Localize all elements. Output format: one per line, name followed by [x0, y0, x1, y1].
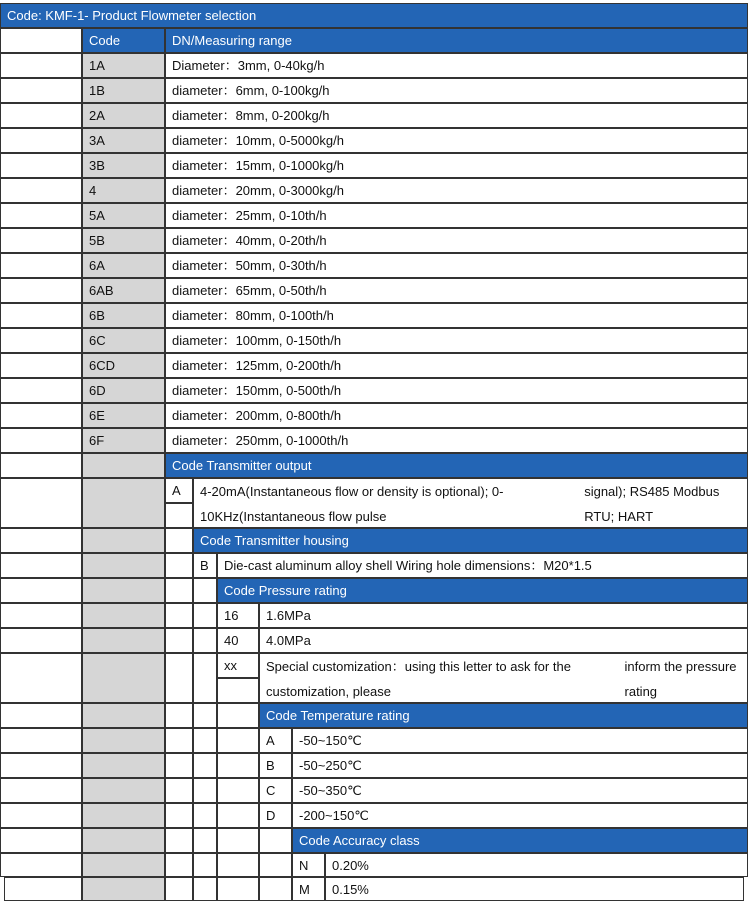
dn-code-cell: 3A — [82, 128, 165, 153]
blank-cell — [0, 828, 82, 853]
blank-cell — [0, 78, 82, 103]
blank-cell — [0, 753, 82, 778]
dn-range-cell: diameter：150mm, 0-500th/h — [165, 378, 748, 403]
blank-cell — [165, 528, 193, 553]
dn-code-cell: 6CD — [82, 353, 165, 378]
transmitter-output-value — [193, 478, 748, 528]
transmitter-housing-value: Die-cast aluminum alloy shell Wiring hole dimensions：M20*1.5 — [217, 553, 748, 578]
blank-cell — [82, 778, 165, 803]
blank-cell — [217, 678, 259, 703]
blank-cell — [165, 778, 193, 803]
blank-cell — [0, 178, 82, 203]
blank-cell — [165, 803, 193, 828]
accuracy-code-cell: N — [292, 853, 325, 877]
table-title: Code: KMF-1- Product Flowmeter selection — [0, 3, 748, 28]
blank-cell — [82, 578, 165, 603]
blank-cell — [217, 877, 259, 901]
blank-cell — [82, 828, 165, 853]
blank-cell — [165, 853, 193, 877]
dn-code-cell: 6B — [82, 303, 165, 328]
pressure-custom-value — [259, 653, 748, 703]
temperature-code-cell: A — [259, 728, 292, 753]
transmitter-output-code: A — [165, 478, 193, 503]
blank-cell — [217, 703, 259, 728]
temperature-value-cell: -50~350℃ — [292, 778, 748, 803]
blank-cell — [259, 828, 292, 853]
blank-cell — [165, 653, 193, 703]
blank-cell — [193, 578, 217, 603]
blank-cell — [0, 403, 82, 428]
blank-cell — [0, 128, 82, 153]
blank-cell — [0, 653, 82, 703]
dn-code-cell: 6C — [82, 328, 165, 353]
blank-cell — [193, 728, 217, 753]
blank-cell — [165, 828, 193, 853]
blank-cell — [193, 853, 217, 877]
range-column-header: DN/Measuring range — [165, 28, 748, 53]
blank-cell — [0, 703, 82, 728]
dn-range-cell: diameter：200mm, 0-800th/h — [165, 403, 748, 428]
transmitter-output-line2: signal); RS485 Modbus RTU; HART — [584, 484, 720, 524]
blank-cell — [0, 778, 82, 803]
blank-cell — [0, 528, 82, 553]
accuracy-code-cell: M — [292, 877, 325, 901]
dn-range-cell: diameter：250mm, 0-1000th/h — [165, 428, 748, 453]
blank-cell — [0, 53, 82, 78]
pressure-value-cell: 1.6MPa — [259, 603, 748, 628]
blank-cell — [0, 203, 82, 228]
blank-cell — [82, 553, 165, 578]
blank-cell — [217, 753, 259, 778]
blank-cell — [165, 628, 193, 653]
dn-range-cell: diameter：125mm, 0-200th/h — [165, 353, 748, 378]
blank-cell — [0, 278, 82, 303]
blank-cell — [0, 303, 82, 328]
dn-code-cell: 6A — [82, 253, 165, 278]
blank-cell — [0, 353, 82, 378]
blank-cell — [165, 503, 193, 528]
temperature-code-cell: C — [259, 778, 292, 803]
blank-cell — [0, 553, 82, 578]
blank-cell — [259, 853, 292, 877]
dn-code-cell: 6AB — [82, 278, 165, 303]
dn-code-cell: 6D — [82, 378, 165, 403]
dn-range-cell: diameter：8mm, 0-200kg/h — [165, 103, 748, 128]
accuracy-value-cell: 0.15% — [325, 877, 744, 901]
blank-cell — [82, 528, 165, 553]
temperature-rating-header: Code Temperature rating — [259, 703, 748, 728]
blank-cell — [0, 153, 82, 178]
dn-code-cell: 6F — [82, 428, 165, 453]
blank-cell — [193, 828, 217, 853]
dn-code-cell: 4 — [82, 178, 165, 203]
blank-cell — [82, 653, 165, 703]
blank-cell — [193, 603, 217, 628]
blank-cell — [82, 603, 165, 628]
dn-code-cell: 6E — [82, 403, 165, 428]
dn-range-cell: diameter：6mm, 0-100kg/h — [165, 78, 748, 103]
blank-cell — [0, 853, 82, 877]
dn-range-cell: diameter：50mm, 0-30th/h — [165, 253, 748, 278]
blank-cell — [0, 628, 82, 653]
transmitter-housing-code: B — [193, 553, 217, 578]
blank-cell — [0, 253, 82, 278]
blank-cell — [0, 478, 82, 528]
dn-range-cell: diameter：80mm, 0-100th/h — [165, 303, 748, 328]
blank-cell — [82, 628, 165, 653]
blank-cell — [193, 653, 217, 703]
blank-cell — [193, 803, 217, 828]
pressure-code-cell: 40 — [217, 628, 259, 653]
dn-code-cell: 1B — [82, 78, 165, 103]
blank-cell — [0, 578, 82, 603]
blank-cell — [217, 828, 259, 853]
dn-code-cell: 3B — [82, 153, 165, 178]
blank-cell — [82, 803, 165, 828]
temperature-value-cell: -50~150℃ — [292, 728, 748, 753]
accuracy-class-header: Code Accuracy class — [292, 828, 748, 853]
pressure-value-cell: 4.0MPa — [259, 628, 748, 653]
blank-cell — [0, 328, 82, 353]
dn-range-cell: diameter：25mm, 0-10th/h — [165, 203, 748, 228]
blank-cell — [4, 877, 82, 901]
blank-cell — [217, 728, 259, 753]
accuracy-value-cell: 0.20% — [325, 853, 748, 877]
temperature-code-cell: D — [259, 803, 292, 828]
blank-cell — [82, 478, 165, 528]
blank-cell — [0, 803, 82, 828]
dn-code-cell: 2A — [82, 103, 165, 128]
transmitter-output-line1: 4-20mA(Instantaneous flow or density is optional); 0-10KHz(Instantaneous flow pulse — [200, 484, 504, 524]
dn-range-cell: diameter：20mm, 0-3000kg/h — [165, 178, 748, 203]
pressure-custom-line1: Special customization：using this letter to ask for the customization, please — [266, 659, 571, 699]
blank-cell — [193, 778, 217, 803]
blank-cell — [0, 453, 82, 478]
blank-cell — [217, 803, 259, 828]
blank-cell — [165, 578, 193, 603]
blank-cell — [0, 603, 82, 628]
pressure-rating-header: Code Pressure rating — [217, 578, 748, 603]
blank-cell — [0, 28, 82, 53]
dn-code-cell: 5B — [82, 228, 165, 253]
blank-cell — [82, 753, 165, 778]
blank-cell — [82, 877, 165, 901]
pressure-code-cell: 16 — [217, 603, 259, 628]
dn-range-cell: diameter：65mm, 0-50th/h — [165, 278, 748, 303]
blank-cell — [165, 728, 193, 753]
blank-cell — [193, 877, 217, 901]
dn-range-cell: diameter：10mm, 0-5000kg/h — [165, 128, 748, 153]
code-column-header: Code — [82, 28, 165, 53]
dn-range-cell: Diameter：3mm, 0-40kg/h — [165, 53, 748, 78]
temperature-value-cell: -50~250℃ — [292, 753, 748, 778]
temperature-code-cell: B — [259, 753, 292, 778]
blank-cell — [165, 603, 193, 628]
transmitter-housing-header: Code Transmitter housing — [193, 528, 748, 553]
dn-range-cell: diameter：100mm, 0-150th/h — [165, 328, 748, 353]
blank-cell — [165, 877, 193, 901]
transmitter-output-header: Code Transmitter output — [165, 453, 748, 478]
blank-cell — [193, 753, 217, 778]
blank-cell — [165, 553, 193, 578]
dn-range-cell: diameter：15mm, 0-1000kg/h — [165, 153, 748, 178]
temperature-value-cell: -200~150℃ — [292, 803, 748, 828]
blank-cell — [217, 853, 259, 877]
blank-cell — [259, 877, 292, 901]
dn-code-cell: 1A — [82, 53, 165, 78]
blank-cell — [0, 428, 82, 453]
pressure-custom-line2: inform the pressure rating — [624, 659, 737, 699]
blank-cell — [0, 728, 82, 753]
blank-cell — [82, 703, 165, 728]
blank-cell — [82, 453, 165, 478]
blank-cell — [0, 228, 82, 253]
blank-cell — [0, 103, 82, 128]
dn-code-cell: 5A — [82, 203, 165, 228]
blank-cell — [193, 703, 217, 728]
blank-cell — [165, 703, 193, 728]
blank-cell — [217, 778, 259, 803]
blank-cell — [193, 628, 217, 653]
blank-cell — [82, 728, 165, 753]
blank-cell — [82, 853, 165, 877]
pressure-custom-code: xx — [217, 653, 259, 678]
dn-range-cell: diameter：40mm, 0-20th/h — [165, 228, 748, 253]
blank-cell — [165, 753, 193, 778]
blank-cell — [0, 378, 82, 403]
